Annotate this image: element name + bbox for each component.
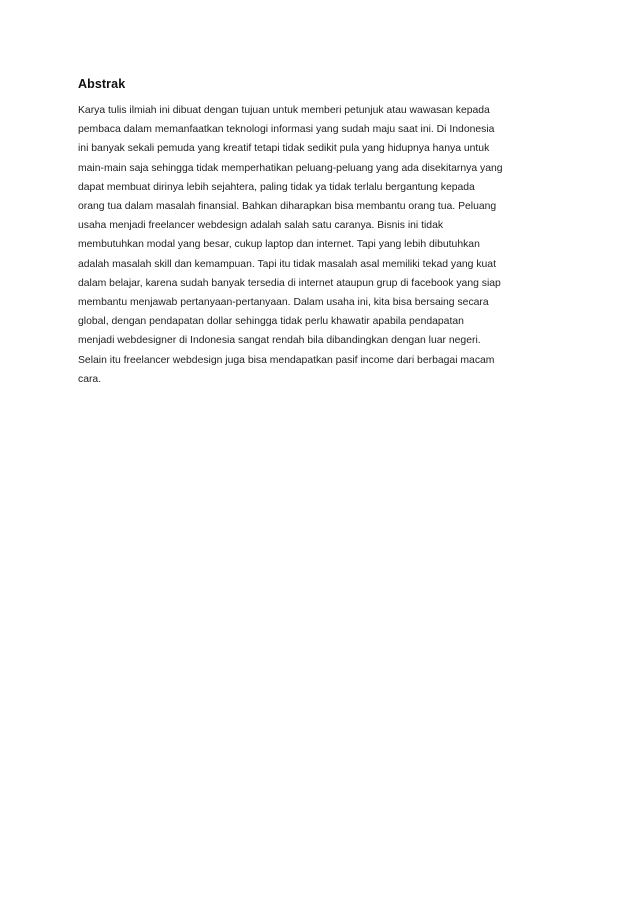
body-line: main-main saja sehingga tidak memperhatikan peluang-peluang yang ada disekitarnya yang	[78, 162, 503, 174]
body-line: orang tua dalam masalah finansial. Bahkan diharapkan bisa membantu orang tua. Peluang	[78, 201, 497, 213]
abstract-heading: Abstrak	[78, 77, 126, 91]
body-line: membutuhkan modal yang besar, cukup laptop dan internet. Tapi yang lebih dibutuhkan	[78, 239, 480, 251]
body-line: cara.	[78, 373, 102, 385]
body-line: Karya tulis ilmiah ini dibuat dengan tujuan untuk memberi petunjuk atau wawasan kepada	[78, 105, 490, 116]
body-line: dapat membuat dirinya lebih sejahtera, paling tidak ya tidak terlalu bergantung kepada	[78, 181, 475, 193]
body-line: pembaca dalam memanfaatkan teknologi informasi yang sudah maju saat ini. Di Indonesia	[78, 124, 495, 136]
abstract-body	[78, 101, 568, 389]
body-line: usaha menjadi freelancer webdesign adalah salah satu caranya. Bisnis ini tidak	[78, 220, 444, 232]
body-line: global, dengan pendapatan dollar sehingga tidak perlu khawatir apabila pendapatan	[78, 316, 464, 328]
body-line: dalam belajar, karena sudah banyak tersedia di internet ataupun grup di facebook yang siap	[78, 277, 501, 289]
abstract-section	[78, 76, 568, 389]
body-line: membantu menjawab pertanyaan-pertanyaan. Dalam usaha ini, kita bisa bersaing secara	[78, 297, 489, 309]
body-line: Selain itu freelancer webdesign juga bisa mendapatkan pasif income dari berbagai macam	[78, 354, 495, 366]
body-line: menjadi webdesigner di Indonesia sangat rendah bila dibandingkan dengan luar negeri.	[78, 335, 481, 347]
body-line: adalah masalah skill dan kemampuan. Tapi itu tidak masalah asal memiliki tekad yang kuat	[78, 258, 496, 270]
body-line: ini banyak sekali pemuda yang kreatif tetapi tidak sedikit pula yang hidupnya hanya untuk	[78, 143, 490, 155]
